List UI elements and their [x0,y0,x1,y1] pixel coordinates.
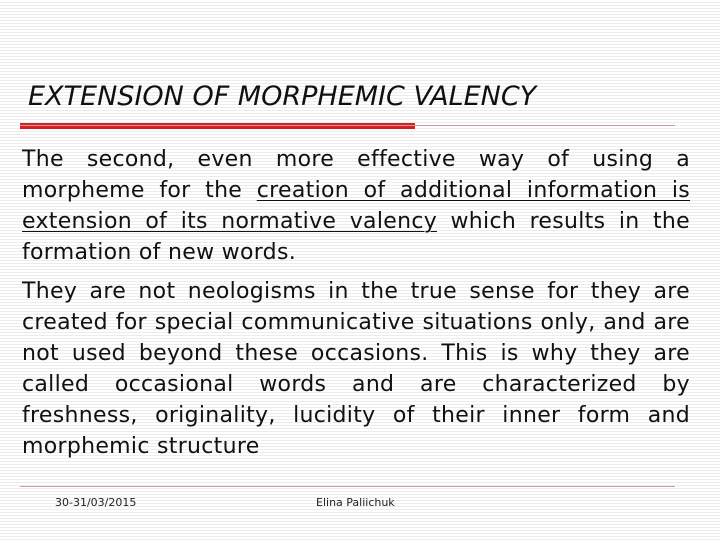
paragraph-1-text-end: which results in the formation of new words. [22,209,690,265]
paragraph-1-text: The second, even more effective way of using a morpheme for the [22,147,690,203]
paragraph-1-underlined-text: creation of additional information is extension of its normative valency [22,178,691,234]
footer-divider [20,486,675,487]
footer-date: 30-31/03/2015 [55,496,137,509]
slide-body [22,144,690,462]
slide-title: EXTENSION OF MORPHEMIC VALENCY [28,81,537,112]
body-paragraph-1 [22,144,690,268]
footer-author: Elina Paliichuk [316,496,395,509]
title-divider [20,125,675,126]
title-accent-bar [20,123,415,129]
body-paragraph-2: They are not neologisms in the true sense for they are created for special communicative situations only, and are not used beyond these occasions. This is why they are called occasional words and are characterized by freshness, originality, lucidity of their inner form and morphemic structure [22,279,690,459]
